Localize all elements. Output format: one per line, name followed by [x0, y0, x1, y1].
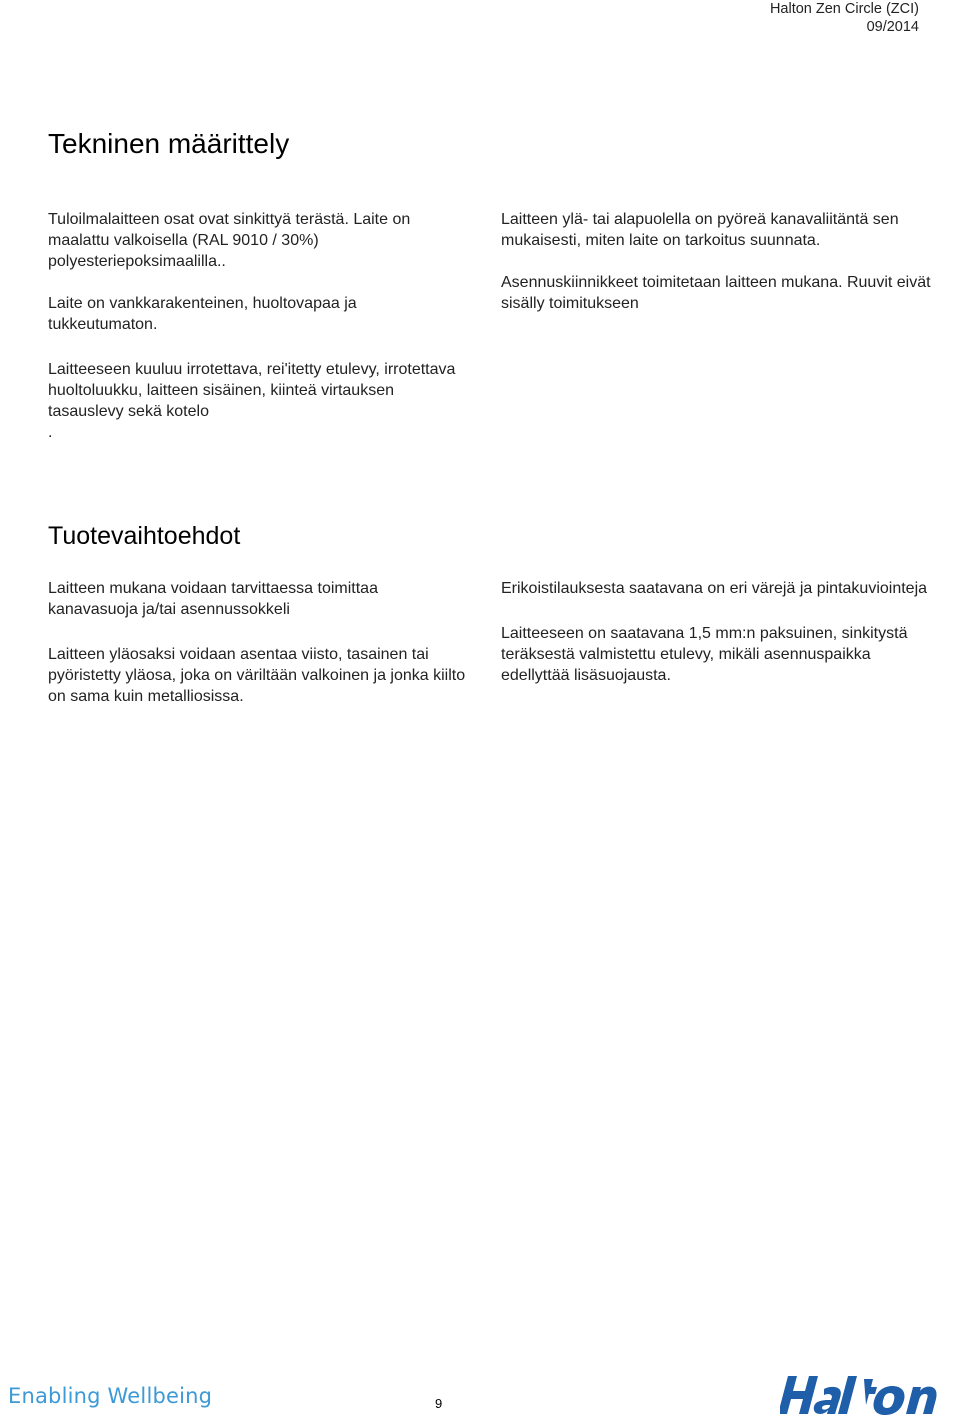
page-title: Tekninen määrittely: [48, 128, 290, 159]
spec-paragraph-construction: Laite on vankkarakenteinen, huoltovapaa ja tukkeutumaton.: [48, 295, 357, 333]
spec-right-column: [501, 209, 931, 314]
options-heading: Tuotevaihtoehdot: [48, 522, 241, 550]
spec-paragraph-material: Tuloilmalaitteen osat ovat sinkittyä terästä. Laite on maalattu valkoisella (RAL 9010 / 30%) polyesteriepoksimaalilla..: [48, 211, 411, 270]
spec-left-column: [48, 209, 468, 335]
options-left-column: [48, 578, 468, 707]
spec-full-paragraph-block: [48, 359, 468, 443]
page-number: 9: [435, 1396, 443, 1411]
halton-logo-mark: [780, 1376, 937, 1415]
spec-paragraph-connection: Laitteen ylä- tai alapuolella on pyöreä kanavaliitäntä sen mukaisesti, miten laite on tarkoitus suunnata.: [501, 211, 899, 249]
footer-tagline: Enabling Wellbeing: [8, 1384, 213, 1408]
option-paragraph-duct-guard: Laitteen mukana voidaan tarvittaessa toimittaa kanavasuoja ja/tai asennussokkeli: [48, 580, 378, 618]
halton-logo: [780, 1374, 958, 1416]
spec-paragraph-mounting: Asennuskiinnikkeet toimitetaan laitteen mukana. Ruuvit eivät sisälly toimitukseen: [501, 274, 931, 312]
option-paragraph-colors: Erikoistilauksesta saatavana on eri värejä ja pintakuviointeja: [501, 580, 928, 597]
document-header: [770, 0, 919, 36]
header-date: 09/2014: [866, 19, 919, 35]
option-paragraph-top-part: Laitteen yläosaksi voidaan asentaa viisto, tasainen tai pyöristetty yläosa, joka on väriltään valkoinen ja jonka kiilto on sama kuin metalliosissa.: [48, 646, 466, 705]
option-paragraph-front-plate: Laitteeseen on saatavana 1,5 mm:n paksuinen, sinkitystä teräksestä valmistettu etulevy, mikäli asennuspaikka edellyttää lisäsuojausta.: [501, 625, 908, 684]
header-product: Halton Zen Circle (ZCI): [769, 1, 919, 17]
spec-paragraph-components: Laitteeseen kuuluu irrotettava, rei'itetty etulevy, irrotettava huoltoluukku, laitteen sisäinen, kiinteä virtauksen tasauslevy sekä kotelo: [48, 361, 456, 420]
options-right-column: [501, 578, 931, 686]
spec-paragraph-trailing-dot: .: [48, 424, 53, 441]
